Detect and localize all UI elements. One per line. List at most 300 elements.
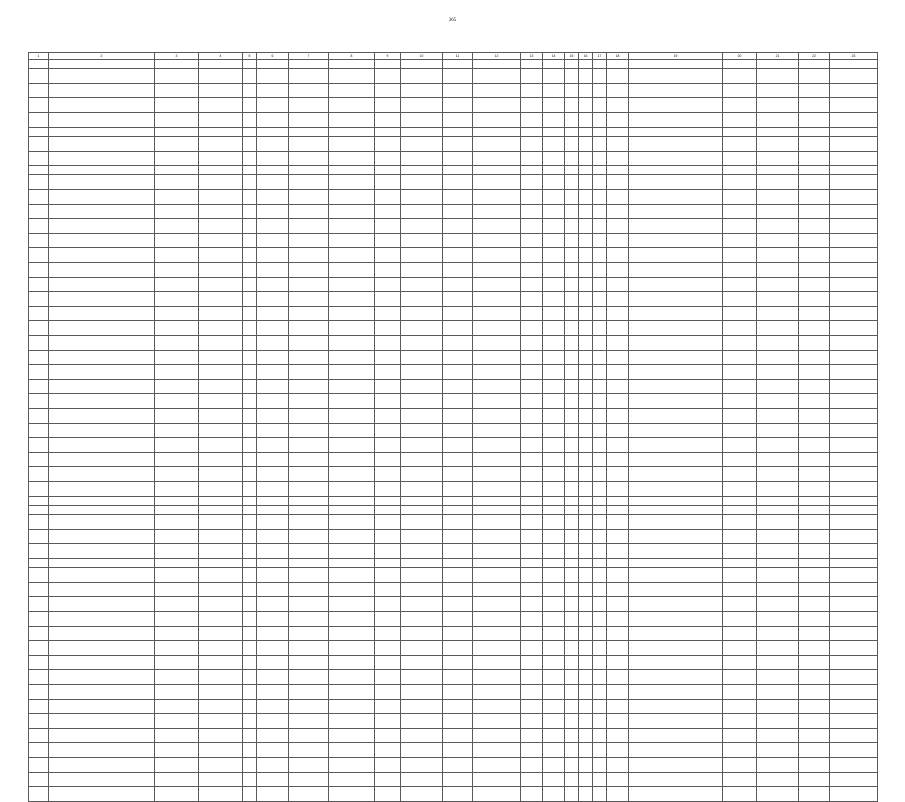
table-cell [830,113,878,128]
table-cell [593,136,607,151]
table-cell [799,321,830,336]
table-cell [799,335,830,350]
table-cell [289,544,329,559]
table-cell [443,292,473,307]
table-cell [443,641,473,656]
table-cell [607,127,629,136]
table-cell [593,219,607,234]
table-cell [473,655,521,670]
table-cell [723,83,757,98]
table-cell [49,98,155,113]
table-cell [579,611,593,626]
table-row [29,568,878,583]
table-cell [243,743,257,758]
table-cell [401,394,443,409]
table-cell [830,263,878,278]
table-cell [757,438,799,453]
table-cell [830,699,878,714]
table-cell [329,529,375,544]
column-number-4: 4 [199,53,243,60]
table-cell [579,233,593,248]
table-cell [375,408,401,423]
table-cell [473,423,521,438]
table-cell [830,248,878,263]
column-number-21: 21 [757,53,799,60]
table-cell [401,641,443,656]
table-cell [607,568,629,583]
table-cell [443,408,473,423]
table-cell [199,321,243,336]
table-cell [799,219,830,234]
table-cell [199,306,243,321]
table-cell [29,728,49,743]
table-cell [375,127,401,136]
table-cell [565,292,579,307]
table-row [29,321,878,336]
table-cell [830,714,878,729]
table-cell [543,544,565,559]
table-cell [757,233,799,248]
table-cell [830,60,878,69]
table-cell [257,127,289,136]
table-cell [49,190,155,205]
table-cell [607,452,629,467]
table-cell [49,175,155,190]
table-cell [473,60,521,69]
table-cell [565,60,579,69]
table-cell [629,699,723,714]
table-cell [443,190,473,205]
table-cell [579,743,593,758]
table-cell [289,248,329,263]
table-cell [593,127,607,136]
table-cell [375,379,401,394]
table-cell [443,98,473,113]
table-cell [443,204,473,219]
table-cell [155,670,199,685]
table-cell [830,365,878,380]
table-cell [375,641,401,656]
table-cell [329,233,375,248]
table-cell [329,136,375,151]
table-cell [757,505,799,514]
table-cell [329,83,375,98]
table-cell [375,60,401,69]
table-row [29,151,878,166]
table-cell [289,481,329,496]
table-cell [723,151,757,166]
table-cell [375,699,401,714]
table-cell [49,60,155,69]
table-cell [830,175,878,190]
table-cell [607,597,629,612]
table-cell [49,641,155,656]
table-cell [473,175,521,190]
table-cell [199,728,243,743]
table-cell [565,626,579,641]
table-cell [29,582,49,597]
table-cell [243,98,257,113]
table-cell [243,60,257,69]
table-cell [565,263,579,278]
table-cell [49,452,155,467]
table-cell [543,394,565,409]
table-cell [289,233,329,248]
table-cell [199,69,243,84]
column-number-14: 14 [543,53,565,60]
table-cell [565,655,579,670]
table-cell [199,233,243,248]
table-cell [49,728,155,743]
table-cell [629,684,723,699]
table-cell [723,321,757,336]
table-cell [29,190,49,205]
table-cell [579,175,593,190]
table-cell [375,292,401,307]
table-cell [521,544,543,559]
table-cell [199,544,243,559]
table-row [29,772,878,787]
table-cell [155,481,199,496]
table-cell [401,423,443,438]
table-cell [473,626,521,641]
table-cell [49,408,155,423]
table-cell [443,60,473,69]
table-cell [593,306,607,321]
table-cell [443,136,473,151]
table-cell [243,568,257,583]
table-cell [257,113,289,128]
table-cell [155,544,199,559]
table-cell [443,699,473,714]
table-cell [375,175,401,190]
table-row [29,219,878,234]
table-cell [543,568,565,583]
table-cell [593,558,607,567]
table-cell [243,365,257,380]
table-cell [757,394,799,409]
table-cell [830,335,878,350]
table-cell [593,515,607,530]
table-cell [375,423,401,438]
table-cell [329,98,375,113]
table-cell [243,452,257,467]
table-cell [565,219,579,234]
table-cell [375,568,401,583]
table-cell [830,166,878,175]
table-cell [401,190,443,205]
table-cell [29,743,49,758]
table-cell [29,699,49,714]
table-cell [155,350,199,365]
table-cell [243,277,257,292]
table-cell [199,83,243,98]
table-cell [289,529,329,544]
table-cell [401,379,443,394]
table-row [29,69,878,84]
table-cell [757,190,799,205]
table-cell [543,529,565,544]
table-cell [565,248,579,263]
table-cell [257,248,289,263]
table-cell [830,684,878,699]
table-cell [723,233,757,248]
table-cell [830,626,878,641]
table-cell [329,277,375,292]
table-cell [565,714,579,729]
table-row [29,127,878,136]
table-cell [29,127,49,136]
table-cell [799,655,830,670]
table-cell [49,394,155,409]
table-cell [521,611,543,626]
table-cell [289,127,329,136]
table-cell [757,568,799,583]
table-cell [29,568,49,583]
table-cell [243,350,257,365]
table-cell [521,292,543,307]
table-cell [607,306,629,321]
table-cell [830,98,878,113]
table-cell [243,558,257,567]
table-cell [607,277,629,292]
table-cell [830,505,878,514]
table-cell [757,365,799,380]
table-cell [565,438,579,453]
table-cell [243,190,257,205]
table-cell [607,335,629,350]
table-cell [543,136,565,151]
table-cell [49,248,155,263]
table-cell [49,714,155,729]
table-cell [799,515,830,530]
table-cell [629,233,723,248]
table-cell [443,626,473,641]
table-cell [521,306,543,321]
table-cell [257,582,289,597]
table-cell [199,452,243,467]
table-cell [593,670,607,685]
table-cell [543,714,565,729]
table-cell [155,743,199,758]
table-cell [289,597,329,612]
table-cell [593,60,607,69]
table-cell [579,248,593,263]
table-cell [579,505,593,514]
table-cell [401,365,443,380]
table-cell [29,684,49,699]
table-cell [565,452,579,467]
table-cell [243,248,257,263]
table-cell [49,568,155,583]
table-cell [199,558,243,567]
table-cell [757,699,799,714]
table-cell [257,292,289,307]
table-cell [443,83,473,98]
table-cell [473,321,521,336]
table-cell [593,379,607,394]
table-cell [329,481,375,496]
table-cell [243,69,257,84]
table-cell [521,728,543,743]
table-row [29,452,878,467]
table-cell [155,611,199,626]
table-cell [607,481,629,496]
table-cell [329,515,375,530]
table-cell [155,582,199,597]
table-cell [289,277,329,292]
table-cell [629,670,723,685]
table-cell [329,263,375,278]
table-cell [289,292,329,307]
table-cell [521,423,543,438]
table-cell [257,83,289,98]
table-cell [543,233,565,248]
table-cell [243,467,257,482]
table-cell [29,558,49,567]
table-cell [257,233,289,248]
table-cell [830,452,878,467]
table-cell [401,655,443,670]
table-cell [723,699,757,714]
table-cell [757,350,799,365]
table-cell [607,83,629,98]
table-cell [543,60,565,69]
table-cell [289,350,329,365]
table-cell [443,481,473,496]
table-cell [543,219,565,234]
table-cell [49,743,155,758]
table-cell [521,597,543,612]
table-cell [607,136,629,151]
table-cell [629,757,723,772]
table-cell [723,452,757,467]
table-cell [289,515,329,530]
table-cell [723,714,757,729]
table-cell [473,699,521,714]
table-cell [199,699,243,714]
table-cell [243,175,257,190]
table-cell [401,611,443,626]
table-cell [799,277,830,292]
table-cell [243,166,257,175]
table-cell [199,655,243,670]
table-cell [607,379,629,394]
table-cell [199,263,243,278]
table-cell [607,321,629,336]
table-cell [473,611,521,626]
table-cell [830,292,878,307]
table-cell [543,611,565,626]
table-cell [757,544,799,559]
table-cell [289,757,329,772]
table-cell [593,544,607,559]
table-cell [607,626,629,641]
table-cell [443,151,473,166]
table-cell [289,714,329,729]
table-cell [565,728,579,743]
table-cell [799,757,830,772]
table-cell [830,481,878,496]
table-cell [49,655,155,670]
table-cell [543,113,565,128]
table-cell [473,166,521,175]
table-cell [799,233,830,248]
table-cell [199,772,243,787]
table-cell [579,98,593,113]
table-cell [593,481,607,496]
table-cell [757,496,799,505]
table-cell [155,166,199,175]
table-cell [757,69,799,84]
table-cell [401,467,443,482]
table-cell [543,292,565,307]
table-cell [607,204,629,219]
table-cell [443,452,473,467]
table-cell [401,787,443,802]
table-cell [521,496,543,505]
table-cell [443,467,473,482]
table-cell [607,558,629,567]
table-cell [49,558,155,567]
table-cell [473,568,521,583]
table-cell [29,248,49,263]
table-cell [629,787,723,802]
table-cell [629,423,723,438]
table-cell [830,190,878,205]
table-cell [593,772,607,787]
table-cell [565,568,579,583]
table-cell [593,394,607,409]
table-cell [243,684,257,699]
table-cell [375,714,401,729]
table-cell [257,98,289,113]
table-cell [375,772,401,787]
table-cell [199,597,243,612]
table-cell [257,626,289,641]
table-cell [49,582,155,597]
table-cell [799,60,830,69]
table-cell [257,136,289,151]
table-row [29,394,878,409]
table-cell [579,529,593,544]
table-cell [329,365,375,380]
table-cell [629,248,723,263]
table-cell [289,190,329,205]
table-cell [757,772,799,787]
table-cell [521,408,543,423]
table-cell [607,582,629,597]
table-cell [401,529,443,544]
column-number-9: 9 [375,53,401,60]
table-cell [799,544,830,559]
table-row [29,699,878,714]
table-cell [593,757,607,772]
table-cell [723,136,757,151]
table-cell [329,452,375,467]
table-cell [565,136,579,151]
table-cell [565,175,579,190]
table-cell [289,263,329,278]
table-cell [607,670,629,685]
table-cell [723,69,757,84]
table-cell [607,151,629,166]
table-cell [289,166,329,175]
table-cell [243,515,257,530]
table-cell [49,151,155,166]
column-number-5: 5 [243,53,257,60]
table-cell [799,597,830,612]
